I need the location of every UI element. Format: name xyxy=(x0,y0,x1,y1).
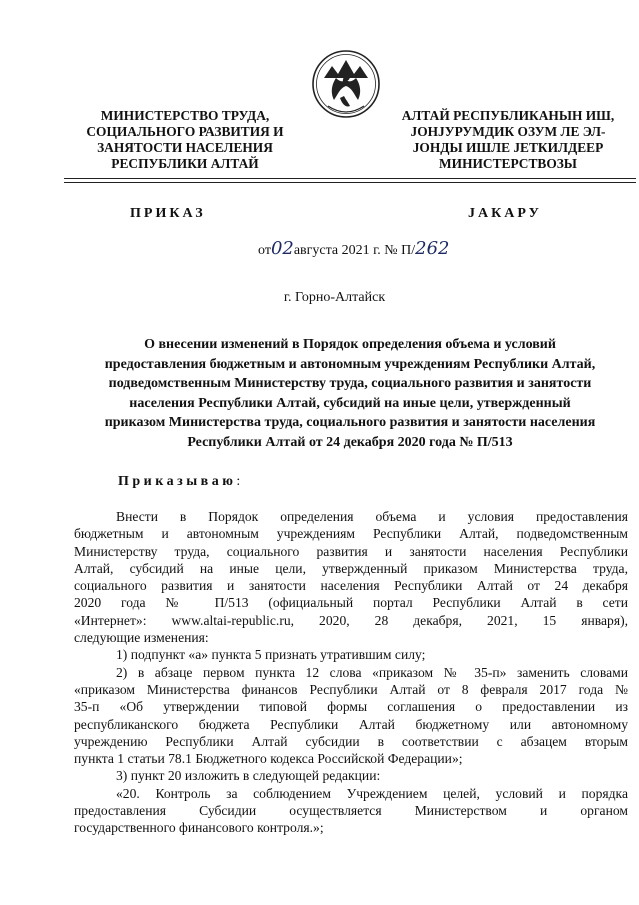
order-word: Приказываю xyxy=(118,474,237,489)
title-line: О внесении изменений в Порядок определения объема и условий xyxy=(144,337,556,352)
body-line: 35-п «Об утверждении типовой формы соглашения о предоставлении из xyxy=(74,699,628,715)
handwritten-day: 02 xyxy=(270,238,294,259)
body-line: 1) подпункт «а» пункта 5 признать утратившим силу; xyxy=(116,647,426,663)
body-line: Алтай, субсидий на иные цели, утвержденный приказом Министерства труда, xyxy=(74,560,628,576)
title-line: населения Республики Алтай, субсидий на иные цели, утвержденный xyxy=(129,395,571,411)
ministry-name-line: МИНИСТЕРСТВО ТРУДА, xyxy=(100,108,270,123)
date-middle: августа 2021 г. № П/ xyxy=(293,243,416,258)
body-line: бюджетным и автономным учреждениям Республики Алтай, подведомственным xyxy=(74,526,628,542)
ministry-name-line: ЈОНЈУРУМДИК ОЗУМ ЛЕ ЭЛ- xyxy=(410,124,606,139)
header-divider-thin xyxy=(64,182,636,183)
order-body xyxy=(74,508,628,837)
body-line: 3) пункт 20 изложить в следующей редакции: xyxy=(116,768,381,784)
body-line: Внести в Порядок определения объема и условия предоставления xyxy=(116,509,628,524)
body-line: Министерству труда, социального развития и занятости населения Республики xyxy=(74,543,628,559)
body-line: учреждению Республики Алтай субсидии в соответствии с абзацем вторым xyxy=(74,733,628,749)
order-heading xyxy=(118,474,240,490)
ministry-name-russian xyxy=(70,108,300,172)
order-title xyxy=(70,335,630,453)
doc-type-altai: ЈАКАРУ xyxy=(468,206,542,221)
body-line: «20. Контроль за соблюдением Учреждением целей, условий и порядка xyxy=(116,785,628,801)
body-line: республиканского бюджета Республики Алтай бюджетному или автономному xyxy=(74,716,628,732)
city: г. Горно-Алтайск xyxy=(283,290,386,305)
emblem-graphic xyxy=(310,48,382,120)
body-line: социального развития и занятости населения Республики Алтай от 24 декабря xyxy=(74,578,628,594)
ministry-name-line: ЈОНДЫ ИШЛЕ ЈЕТКИЛДЕЕР xyxy=(412,140,604,155)
ministry-name-line: МИНИСТЕРСТВОЗЫ xyxy=(439,156,577,171)
coat-of-arms-emblem-icon xyxy=(310,48,382,120)
handwritten-number: 262 xyxy=(415,238,450,259)
doc-type-russian: ПРИКАЗ xyxy=(130,206,206,221)
ministry-name-line: АЛТАЙ РЕСПУБЛИКАНЫН ИШ, xyxy=(401,108,615,123)
body-line: «Интернет»: www.altai-republic.ru, 2020, 28 декабря, 2021, 15 января), xyxy=(74,612,628,628)
date-number-line xyxy=(258,238,450,259)
body-line: 2020 года № П/513 (официальный портал Республики Алтай в сети xyxy=(74,595,628,611)
ministry-name-line: РЕСПУБЛИКИ АЛТАЙ xyxy=(111,156,259,171)
header-divider xyxy=(64,178,636,179)
title-line: предоставления бюджетным и автономным учреждениям Республики Алтай, xyxy=(104,356,596,372)
body-line: предоставления Субсидии осуществляется Министерством и органом xyxy=(74,803,628,819)
ministry-name-line: ЗАНЯТОСТИ НАСЕЛЕНИЯ xyxy=(97,140,273,155)
title-line: Республики Алтай от 24 декабря 2020 года № П/513 xyxy=(187,434,513,450)
ministry-name-altai xyxy=(388,108,628,172)
body-line: пункта 1 статьи 78.1 Бюджетного кодекса Российской Федерации»; xyxy=(74,751,463,767)
date-prefix: от xyxy=(258,243,271,258)
order-colon: : xyxy=(236,474,241,489)
ministry-name-line: СОЦИАЛЬНОГО РАЗВИТИЯ И xyxy=(86,124,284,139)
body-line: государственного финансового контроля.»; xyxy=(74,820,324,836)
body-line: 2) в абзаце первом пункта 12 слова «приказом № 35-п» заменить словами xyxy=(116,664,628,680)
body-line: следующие изменения: xyxy=(74,630,209,646)
body-line: «приказом Министерства финансов Республики Алтай от 8 февраля 2017 года № xyxy=(74,681,628,697)
title-line: подведомственным Министерству труда, социального развития и занятости xyxy=(108,376,592,392)
title-line: приказом Министерства труда, социального развития и занятости населения xyxy=(104,415,596,431)
